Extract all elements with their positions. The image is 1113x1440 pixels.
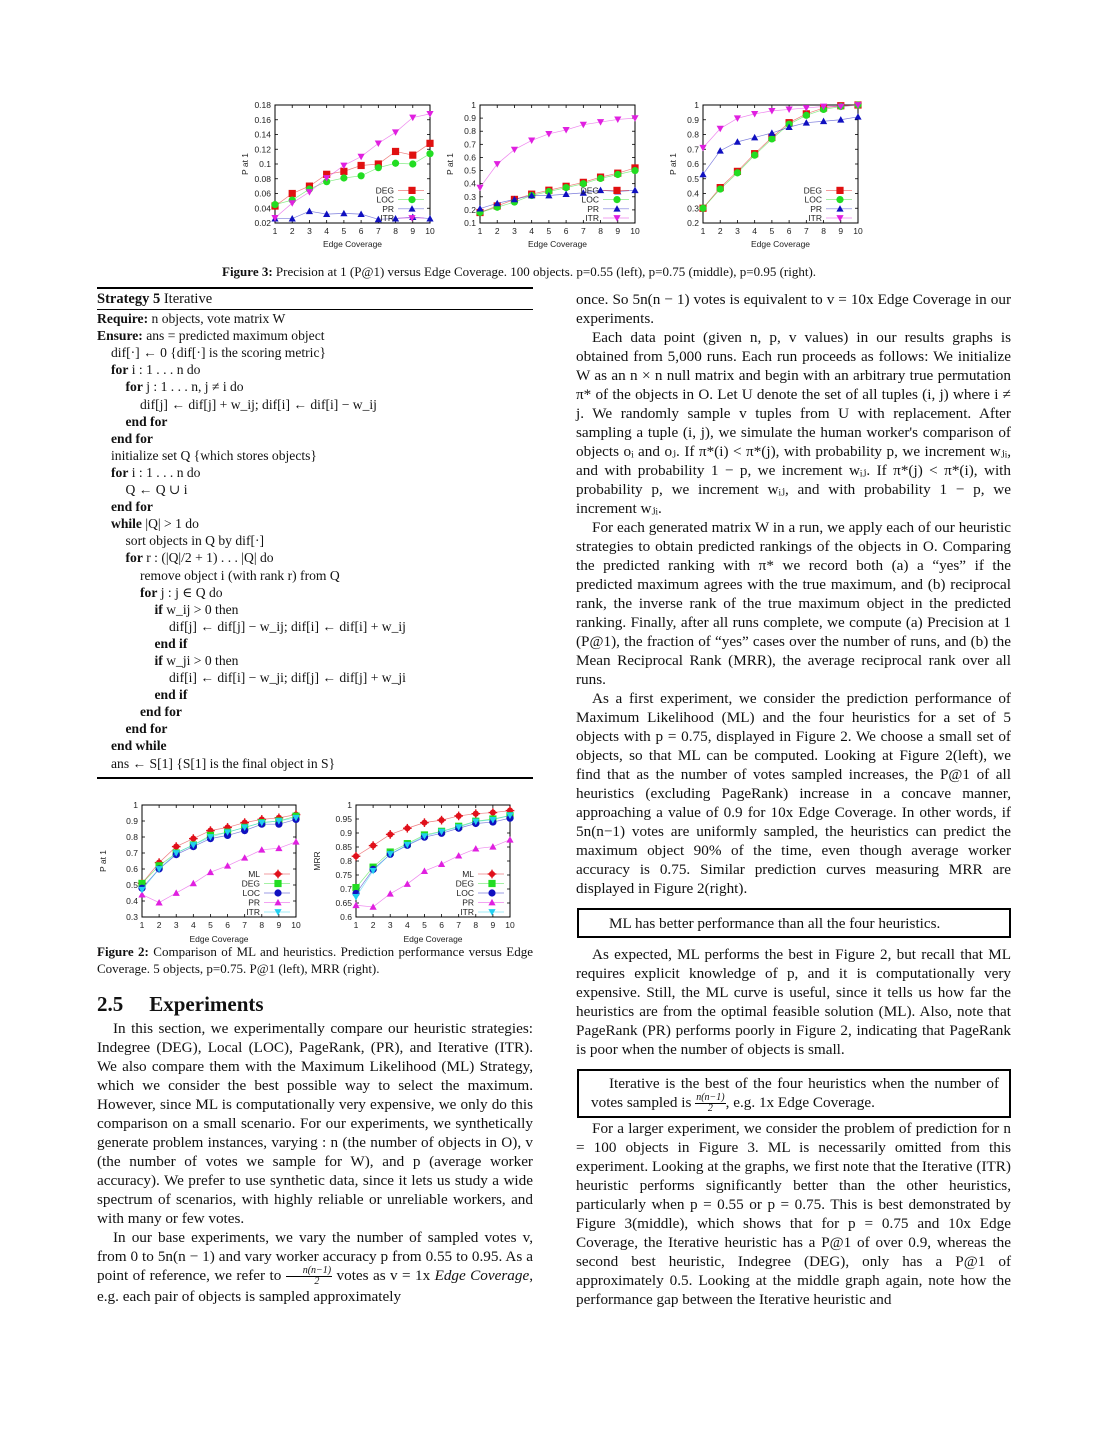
svg-text:8: 8 xyxy=(259,920,265,930)
svg-text:1: 1 xyxy=(347,800,352,810)
figure3-caption-label: Figure 3: xyxy=(222,264,273,279)
series-itr xyxy=(352,812,513,900)
svg-text:6: 6 xyxy=(563,226,569,236)
svg-text:1: 1 xyxy=(353,920,359,930)
algorithm-keyword: end for xyxy=(140,704,182,720)
svg-text:9: 9 xyxy=(838,226,844,236)
svg-text:0.6: 0.6 xyxy=(464,152,476,163)
svg-text:2: 2 xyxy=(717,226,723,236)
svg-text:10: 10 xyxy=(505,920,515,930)
svg-text:PR: PR xyxy=(587,203,599,214)
svg-text:1: 1 xyxy=(272,226,278,236)
algorithm-text: i : 1 . . . n do xyxy=(128,362,201,378)
svg-text:0.5: 0.5 xyxy=(687,173,699,184)
algorithm-line xyxy=(97,737,533,754)
fraction-numerator: n(n−1) xyxy=(286,1266,332,1277)
algorithm-label: Strategy 5 xyxy=(97,291,161,307)
algorithm-text: sort objects in Q by dif[·] xyxy=(125,533,265,549)
svg-text:0.2: 0.2 xyxy=(464,204,476,215)
fig3-right-svg xyxy=(668,100,868,250)
svg-text:5: 5 xyxy=(341,226,347,236)
algorithm-text: dif[j] ← dif[j] + w_ij; dif[i] ← dif[i] − w_ij xyxy=(140,396,377,412)
svg-text:4: 4 xyxy=(404,920,410,930)
paragraph-metrics: For each generated matrix W in a run, we apply each of our heuristic strategies to obtain predicted rankings of the objects in O. Comparing the predicted ranking with π* we record both (a) a “yes” if the predicted maximum agrees with the true maximum, and (b) reciprocal rank, the inverse rank of the true maximum object in the predicted ranking. Finally, after all runs complete, we compute (a) Precision at 1 (P@1), the fraction of “yes” cases over the number of runs, and (b) the Mean Reciprocal Rank (MRR), the average reciprocal rank over all runs. xyxy=(576,519,1011,688)
svg-text:Edge Coverage: Edge Coverage xyxy=(527,239,588,249)
series-pr xyxy=(699,113,861,177)
svg-text:LOC: LOC xyxy=(376,194,394,205)
right-column-text-3 xyxy=(576,1119,1011,1309)
svg-text:0.08: 0.08 xyxy=(254,173,271,184)
finding-iterative-text-end: , e.g. 1x Edge Coverage. xyxy=(725,1094,875,1111)
algorithm-keyword: end for xyxy=(111,430,153,446)
svg-text:Edge Coverage: Edge Coverage xyxy=(189,934,249,944)
svg-text:DEG: DEG xyxy=(803,185,822,196)
svg-text:7: 7 xyxy=(803,226,809,236)
algorithm-text: remove object i (with rank r) from Q xyxy=(140,567,340,583)
svg-text:0.8: 0.8 xyxy=(687,129,699,140)
paragraph-runs: Each data point (given n, p, v values) in our results graphs is obtained from 5,000 runs. Each run proceeds as follows: We initialize W as an n × n null matrix and begin with an arbitrary true permutation π* of the objects in O. Let U denote the set of all tuples (i, j) where i ≠ j. We randomly sample v tuples from U with replacement. After sampling a tuple (i, j), we simulate the human worker's comparison of objects oᵢ and oⱼ. If π*(i) < π*(j), with probability p, we increment wⱼᵢ, and with probability 1 − p, we increment wᵢⱼ. If π*(j) < π*(i), with probability p, we increment wᵢⱼ, and with probability 1 − p, we increment wⱼᵢ. xyxy=(576,329,1011,517)
right-column-text xyxy=(576,290,1011,898)
paragraph-ml-discussion: As expected, ML performs the best in Figure 2, but recall that ML requires explicit knowledge of p, and it is computationally very expensive. Still, the ML curve is useful, since it tells us how far the heuristics are from the optimal feasible solution (ML). Also, note that PageRank (PR) performs poorly in Figure 2, indicating that PageRank is poor when the number of objects is small. xyxy=(576,946,1011,1058)
section-heading xyxy=(97,992,264,1017)
svg-text:P at 1: P at 1 xyxy=(98,849,108,873)
svg-text:PR: PR xyxy=(382,203,394,214)
algorithm-line xyxy=(97,567,533,584)
svg-text:5: 5 xyxy=(546,226,552,236)
svg-text:0.65: 0.65 xyxy=(335,898,352,908)
algorithm-bottom-rule xyxy=(97,777,533,779)
svg-text:PR: PR xyxy=(462,897,474,908)
algorithm-line xyxy=(97,344,533,361)
svg-text:0.4: 0.4 xyxy=(126,896,138,906)
algorithm-keyword: for xyxy=(125,379,143,395)
algorithm-line xyxy=(97,720,533,737)
algorithm-keyword: end for xyxy=(125,721,168,737)
svg-text:MRR: MRR xyxy=(312,851,322,871)
svg-text:0.04: 0.04 xyxy=(254,203,271,214)
svg-text:3: 3 xyxy=(387,920,393,930)
finding-ml-text: ML has better performance than all the four heuristics. xyxy=(609,915,941,932)
edge-coverage-term: Edge Coverage xyxy=(434,1267,530,1284)
paragraph-experiments-intro: In this section, we experimentally compare our heuristic strategies: Indegree (DEG), Local (LOC), PageRank, (PR), and Iterative (ITR). We also compare them with the Maximum Likelihood (ML) Strategy, which we consider the best possible way to select the maximum. However, since ML is computationally very expensive, we only do this comparison on a small scenario. For our experiments, we synthetically generate problem instances, varying : n (the number of objects in O), v (the number of votes we sample for W), and p (average worker accuracy). We prefer to use synthetic data, since it lets us study a wide spectrum of scenarios, with highly reliable or unreliable workers, and with many or few votes. xyxy=(97,1020,533,1227)
svg-text:ITR: ITR xyxy=(585,213,599,223)
svg-text:ITR: ITR xyxy=(808,213,822,223)
svg-text:0.7: 0.7 xyxy=(126,848,138,858)
svg-text:0.2: 0.2 xyxy=(687,218,699,228)
algorithm-line xyxy=(97,464,533,481)
svg-text:10: 10 xyxy=(630,226,640,236)
svg-text:LOC: LOC xyxy=(804,194,822,205)
svg-text:1: 1 xyxy=(700,226,706,236)
svg-text:7: 7 xyxy=(456,920,462,930)
svg-text:7: 7 xyxy=(375,226,381,236)
svg-text:0.6: 0.6 xyxy=(687,159,699,169)
svg-text:2: 2 xyxy=(370,920,376,930)
left-column-text xyxy=(97,1019,533,1306)
algorithm-line xyxy=(97,413,533,430)
series-itr xyxy=(271,111,433,221)
svg-text:LOC: LOC xyxy=(581,194,599,205)
series-deg xyxy=(352,812,513,891)
svg-text:PR: PR xyxy=(248,897,260,908)
fraction-denominator: 2 xyxy=(314,1276,320,1288)
series-loc xyxy=(699,101,861,211)
finding-iterative-text: Iterative is the best of the four heuristics when the number of votes sampled is xyxy=(591,1075,999,1111)
svg-text:0.9: 0.9 xyxy=(687,114,699,125)
svg-text:0.3: 0.3 xyxy=(687,203,699,214)
fraction-denominator: 2 xyxy=(707,1103,713,1115)
svg-text:10: 10 xyxy=(291,920,301,930)
figure2-caption xyxy=(97,943,533,977)
text-span: , e.g. each pair of objects is sampled approximately xyxy=(97,1267,534,1306)
svg-text:5: 5 xyxy=(422,920,427,930)
svg-text:ML: ML xyxy=(248,869,260,879)
svg-text:P at 1: P at 1 xyxy=(240,152,250,176)
svg-text:P at 1: P at 1 xyxy=(445,152,455,176)
svg-text:9: 9 xyxy=(490,920,496,930)
algorithm-text: ans = predicted maximum object xyxy=(142,328,325,344)
svg-text:1: 1 xyxy=(471,100,476,110)
figure3-left-chart xyxy=(240,100,440,250)
svg-text:DEG: DEG xyxy=(455,878,474,889)
finding-box-iterative xyxy=(577,1069,1011,1118)
svg-text:2: 2 xyxy=(289,226,295,236)
algorithm-title xyxy=(97,289,533,309)
svg-text:Edge Coverage: Edge Coverage xyxy=(750,239,811,249)
section-number: 2.5 xyxy=(97,992,124,1016)
algorithm-keyword: end for xyxy=(111,499,153,515)
algorithm-line xyxy=(97,549,533,566)
algorithm-keyword: Require: xyxy=(97,311,149,327)
svg-text:0.5: 0.5 xyxy=(126,880,138,890)
svg-text:0.16: 0.16 xyxy=(254,114,271,125)
svg-text:10: 10 xyxy=(425,226,435,236)
svg-text:9: 9 xyxy=(410,226,416,236)
fig3-left-svg xyxy=(240,100,440,250)
svg-text:10: 10 xyxy=(853,226,863,236)
svg-text:0.02: 0.02 xyxy=(254,218,271,228)
svg-text:0.6: 0.6 xyxy=(126,864,138,874)
svg-text:0.8: 0.8 xyxy=(340,856,352,866)
svg-text:DEG: DEG xyxy=(580,185,599,196)
fraction-numerator: n(n−1) xyxy=(696,1092,725,1104)
algorithm-line xyxy=(97,327,533,344)
svg-text:7: 7 xyxy=(580,226,586,236)
algorithm-text: Q ← Q ∪ i xyxy=(125,482,188,498)
svg-text:6: 6 xyxy=(439,920,444,930)
svg-text:1: 1 xyxy=(139,920,145,930)
algorithm-keyword: while xyxy=(111,516,142,532)
svg-text:DEG: DEG xyxy=(241,878,260,889)
svg-text:0.5: 0.5 xyxy=(464,165,476,176)
algorithm-strategy-5 xyxy=(97,287,533,779)
svg-text:0.7: 0.7 xyxy=(687,144,699,155)
svg-text:0.06: 0.06 xyxy=(254,188,271,199)
algorithm-name: Iterative xyxy=(160,291,213,307)
right-column-text-2 xyxy=(576,945,1011,1059)
algorithm-text: dif[·] ← 0 {dif[·] is the scoring metric} xyxy=(111,345,327,361)
algorithm-line xyxy=(97,378,533,395)
svg-text:DEG: DEG xyxy=(375,185,394,196)
svg-text:0.75: 0.75 xyxy=(335,870,352,880)
paragraph-larger-experiment: For a larger experiment, we consider the problem of prediction for n = 100 objects in Figure 3. ML is necessarily omitted from this experiment. Looking at the graphs, we first note that the Iterative (ITR) heuristic performs significantly better than the other heuristics, particularly when p = 0.55 or p = 0.75. This is best demonstrated by Figure 3(middle), which shows that for p = 0.75 and 10x Edge Coverage, the Iterative heuristic has a P@1 of over 0.9, whereas the second best heuristic, Indegree (DEG), only has a P@1 of approximately 0.5. Looking at the middle graph again, note how the performance gap between the Iterative heuristic and xyxy=(576,1120,1011,1308)
algorithm-text: r : (|Q|/2 + 1) . . . |Q| do xyxy=(142,550,274,566)
svg-text:0.7: 0.7 xyxy=(340,884,352,894)
svg-text:2: 2 xyxy=(156,920,162,930)
fig3-middle-svg xyxy=(445,100,645,250)
svg-text:0.9: 0.9 xyxy=(340,828,352,838)
svg-text:1: 1 xyxy=(694,100,699,110)
algorithm-line xyxy=(97,498,533,515)
svg-text:ITR: ITR xyxy=(380,213,394,223)
svg-text:0.4: 0.4 xyxy=(464,178,476,189)
svg-text:8: 8 xyxy=(598,226,603,236)
algorithm-text: ans ← S[1] {S[1] is the final object in S} xyxy=(111,755,336,771)
algorithm-line xyxy=(97,618,533,635)
svg-text:3: 3 xyxy=(173,920,179,930)
svg-text:5: 5 xyxy=(208,920,213,930)
svg-text:0.6: 0.6 xyxy=(340,912,352,922)
svg-text:8: 8 xyxy=(393,226,398,236)
svg-text:ITR: ITR xyxy=(460,907,474,917)
algorithm-keyword: end for xyxy=(125,413,168,429)
svg-text:0.12: 0.12 xyxy=(254,144,271,155)
algorithm-text: n objects, vote matrix W xyxy=(148,311,286,327)
figure3-middle-chart xyxy=(445,100,645,250)
figure2-left-chart xyxy=(96,800,306,945)
algorithm-line xyxy=(97,755,533,772)
figure3-right-chart xyxy=(668,100,868,250)
figure2-caption-label: Figure 2: xyxy=(97,944,149,959)
svg-text:ML: ML xyxy=(462,869,474,879)
algorithm-text: initialize set Q {which stores objects} xyxy=(111,447,317,463)
algorithm-line xyxy=(97,686,533,703)
svg-text:0.4: 0.4 xyxy=(687,188,699,199)
figure2-right-chart xyxy=(310,800,520,945)
svg-text:9: 9 xyxy=(615,226,621,236)
svg-text:Edge Coverage: Edge Coverage xyxy=(403,934,463,944)
svg-text:9: 9 xyxy=(276,920,282,930)
figure3-caption-text: Precision at 1 (P@1) versus Edge Coverage. 100 objects. p=0.55 (left), p=0.75 (middle), p=0.95 (right). xyxy=(272,264,817,279)
fraction-n-n-minus-1-over-2 xyxy=(695,1093,725,1114)
svg-text:0.95: 0.95 xyxy=(335,814,352,824)
fig2-left-svg xyxy=(96,800,306,945)
algorithm-keyword: if xyxy=(154,601,163,617)
algorithm-keyword: for xyxy=(140,584,158,600)
algorithm-line xyxy=(97,652,533,669)
algorithm-line xyxy=(97,310,533,327)
algorithm-keyword: for xyxy=(111,362,129,378)
paragraph-first-experiment: As a first experiment, we consider the prediction performance of Maximum Likelihood (ML) and the four heuristics for a set of 5 objects with p = 0.75, displayed in Figure 2. We choose a small set of objects, so that ML can be computed. Looking at Figure 2(left), we find that as the number of votes sampled increases, the P@1 of all heuristics (excluding PageRank) increase in a concave manner, approaching a value of 0.9 for 10x Edge Coverage. In other words, if 5n(n−1) votes are uniformly sampled, the heuristics can predict the maximum object 90% of the time, even though average worker accuracy is 0.75. Similar prediction curves measuring MRR are displayed in Figure 2(right). xyxy=(576,690,1011,897)
svg-text:3: 3 xyxy=(512,226,517,236)
svg-text:0.8: 0.8 xyxy=(464,126,476,137)
algorithm-line xyxy=(97,703,533,720)
figure3-caption xyxy=(222,263,922,280)
svg-text:6: 6 xyxy=(786,226,792,236)
svg-text:Edge Coverage: Edge Coverage xyxy=(322,239,383,249)
svg-text:5: 5 xyxy=(769,226,775,236)
svg-text:6: 6 xyxy=(225,920,230,930)
algorithm-text: i : 1 . . . n do xyxy=(128,464,201,480)
svg-text:0.85: 0.85 xyxy=(335,842,352,852)
algorithm-line xyxy=(97,361,533,378)
svg-text:0.9: 0.9 xyxy=(126,816,138,826)
algorithm-keyword: for xyxy=(125,550,143,566)
svg-text:0.14: 0.14 xyxy=(254,129,271,140)
algorithm-text: |Q| > 1 do xyxy=(141,516,199,532)
svg-text:2: 2 xyxy=(494,226,500,236)
algorithm-keyword: end if xyxy=(154,635,188,651)
svg-text:4: 4 xyxy=(529,226,535,236)
svg-text:0.7: 0.7 xyxy=(464,139,476,150)
svg-text:0.9: 0.9 xyxy=(464,113,476,124)
svg-text:0.1: 0.1 xyxy=(464,218,476,228)
figure2-caption-text: Comparison of ML and heuristics. Prediction performance versus Edge Coverage. 5 objects, p=0.75. P@1 (left), MRR (right). xyxy=(97,944,533,976)
svg-text:1: 1 xyxy=(477,226,483,236)
svg-text:3: 3 xyxy=(307,226,312,236)
algorithm-text: j : 1 . . . n, j ≠ i do xyxy=(142,379,244,395)
svg-text:0.3: 0.3 xyxy=(464,191,476,202)
algorithm-keyword: end if xyxy=(154,687,188,703)
algorithm-keyword: for xyxy=(111,464,129,480)
paragraph-base-experiments xyxy=(97,1228,533,1306)
algorithm-line xyxy=(97,430,533,447)
algorithm-line xyxy=(97,481,533,498)
algorithm-keyword: end while xyxy=(111,738,167,754)
svg-text:LOC: LOC xyxy=(242,888,260,898)
algorithm-text: dif[j] ← dif[j] − w_ij; dif[i] ← dif[i] + w_ij xyxy=(169,618,406,634)
svg-text:8: 8 xyxy=(821,226,826,236)
svg-text:0.18: 0.18 xyxy=(254,100,271,110)
algorithm-body xyxy=(97,310,533,772)
svg-text:7: 7 xyxy=(242,920,248,930)
svg-text:1: 1 xyxy=(133,800,138,810)
algorithm-keyword: Ensure: xyxy=(97,328,143,344)
series-itr xyxy=(476,115,638,191)
algorithm-line xyxy=(97,669,533,686)
text-span: In our base experiments, we vary the number of sampled votes v, from 0 to 5n(n − 1) and vary worker accuracy p from 0.55 to 0.95. As a point of reference, we refer to xyxy=(97,1229,533,1284)
finding-box-ml xyxy=(577,908,1011,938)
fraction-n-n-minus-1-over-2 xyxy=(286,1266,332,1287)
algorithm-keyword: if xyxy=(154,652,163,668)
svg-text:0.1: 0.1 xyxy=(259,159,271,169)
svg-text:3: 3 xyxy=(735,226,740,236)
svg-text:LOC: LOC xyxy=(456,888,474,898)
svg-text:ITR: ITR xyxy=(246,907,260,917)
text-span: votes as v = 1x xyxy=(332,1267,435,1284)
fig2-right-svg xyxy=(310,800,520,945)
svg-text:P at 1: P at 1 xyxy=(668,152,678,176)
algorithm-line xyxy=(97,635,533,652)
svg-text:0.8: 0.8 xyxy=(126,832,138,842)
svg-text:4: 4 xyxy=(190,920,196,930)
series-deg xyxy=(699,101,861,211)
svg-text:4: 4 xyxy=(752,226,758,236)
paragraph-continuation: once. So 5n(n − 1) votes is equivalent to v = 10x Edge Coverage in our experiments. xyxy=(576,291,1011,327)
section-title: Experiments xyxy=(149,992,264,1016)
series-itr xyxy=(699,102,861,151)
algorithm-line xyxy=(97,396,533,413)
algorithm-text: dif[i] ← dif[i] − w_ji; dif[j] ← dif[j] + w_ji xyxy=(169,670,406,686)
algorithm-text: w_ji > 0 then xyxy=(162,652,239,668)
svg-text:0.3: 0.3 xyxy=(126,912,138,922)
algorithm-line xyxy=(97,532,533,549)
svg-text:PR: PR xyxy=(810,203,822,214)
svg-text:8: 8 xyxy=(473,920,479,930)
algorithm-line xyxy=(97,601,533,618)
algorithm-text: j : j ∈ Q do xyxy=(157,584,223,600)
svg-text:4: 4 xyxy=(324,226,330,236)
algorithm-line xyxy=(97,447,533,464)
svg-text:6: 6 xyxy=(358,226,364,236)
series-pr xyxy=(271,208,433,223)
algorithm-line xyxy=(97,515,533,532)
algorithm-text: w_ij > 0 then xyxy=(162,601,239,617)
algorithm-line xyxy=(97,584,533,601)
